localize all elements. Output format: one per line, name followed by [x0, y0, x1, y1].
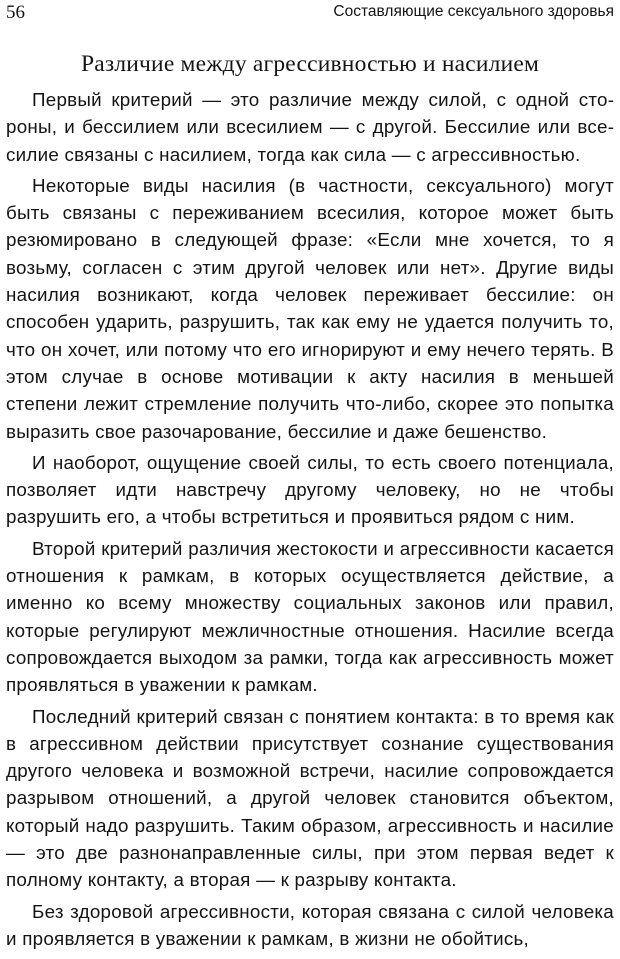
page-number: 56	[6, 2, 25, 23]
running-title: Составляющие сексуального здоровья	[333, 3, 614, 20]
paragraph-4: Второй критерий различия жестокости и агрессивности касается отношения к рамкам, в которых осуществляется действие, а именно ко всему множеству социальных законов или правил, которые регулируют межличностные отношения. Насилие всегда сопровождается выходом за рамки, тогда как агрессивность может проявляться в уважении к рамкам.	[6, 537, 614, 696]
paragraph-3: И наоборот, ощущение своей силы, то есть своего потенциала, позволяет идти навстречу другому человеку, но не чтобы разрушить его, а чтобы встретиться и проявиться рядом с ним.	[6, 451, 614, 528]
section-title: Различие между агрессивностью и насилием	[80, 51, 540, 77]
paragraph-5: Последний критерий связан с понятием контакта: в то время как в агрессивном действии присутствует сознание существования другого человека и возможной встречи, насилие сопровождается разрывом отношений, а другой человек становится объектом, который надо разрушить. Таким образом, агрессивность и насилие — это две разнонаправленные силы, при этом первая ведет к полному контакту, а вторая — к разрыву контакта.	[6, 705, 614, 891]
running-header	[6, 2, 614, 30]
paragraph-2: Некоторые виды насилия (в частности, сексуального) могут быть связаны с переживанием всесилия, которое может быть резюмировано в следующей фразе: «Если мне хочется, то я возьму, согласен с этим другой человек или нет». Другие виды насилия возникают, когда человек переживает бессилие: он способен ударить, разрушить, так как ему не удается получить то, что он хочет, или потому что его игнорируют и ему нечего терять. В этом случае в основе мотивации к акту насилия в меньшей степени лежит стремление получить что-либо, скорее это попытка выразить свое разочарование, бессилие и даже бешенство.	[6, 174, 614, 442]
paragraph-1: Первый критерий — это различие между силой, с одной стороны, и бессилием или всесилием — с другой. Бессилие или всесилие связаны с насилием, тогда как сила — с агрессивностью.	[6, 89, 614, 165]
paragraph-6: Без здоровой агрессивности, которая связана с силой человека и проявляется в уважении к рамкам, в жизни не обойтись,	[6, 900, 614, 949]
body-text	[6, 86, 614, 956]
